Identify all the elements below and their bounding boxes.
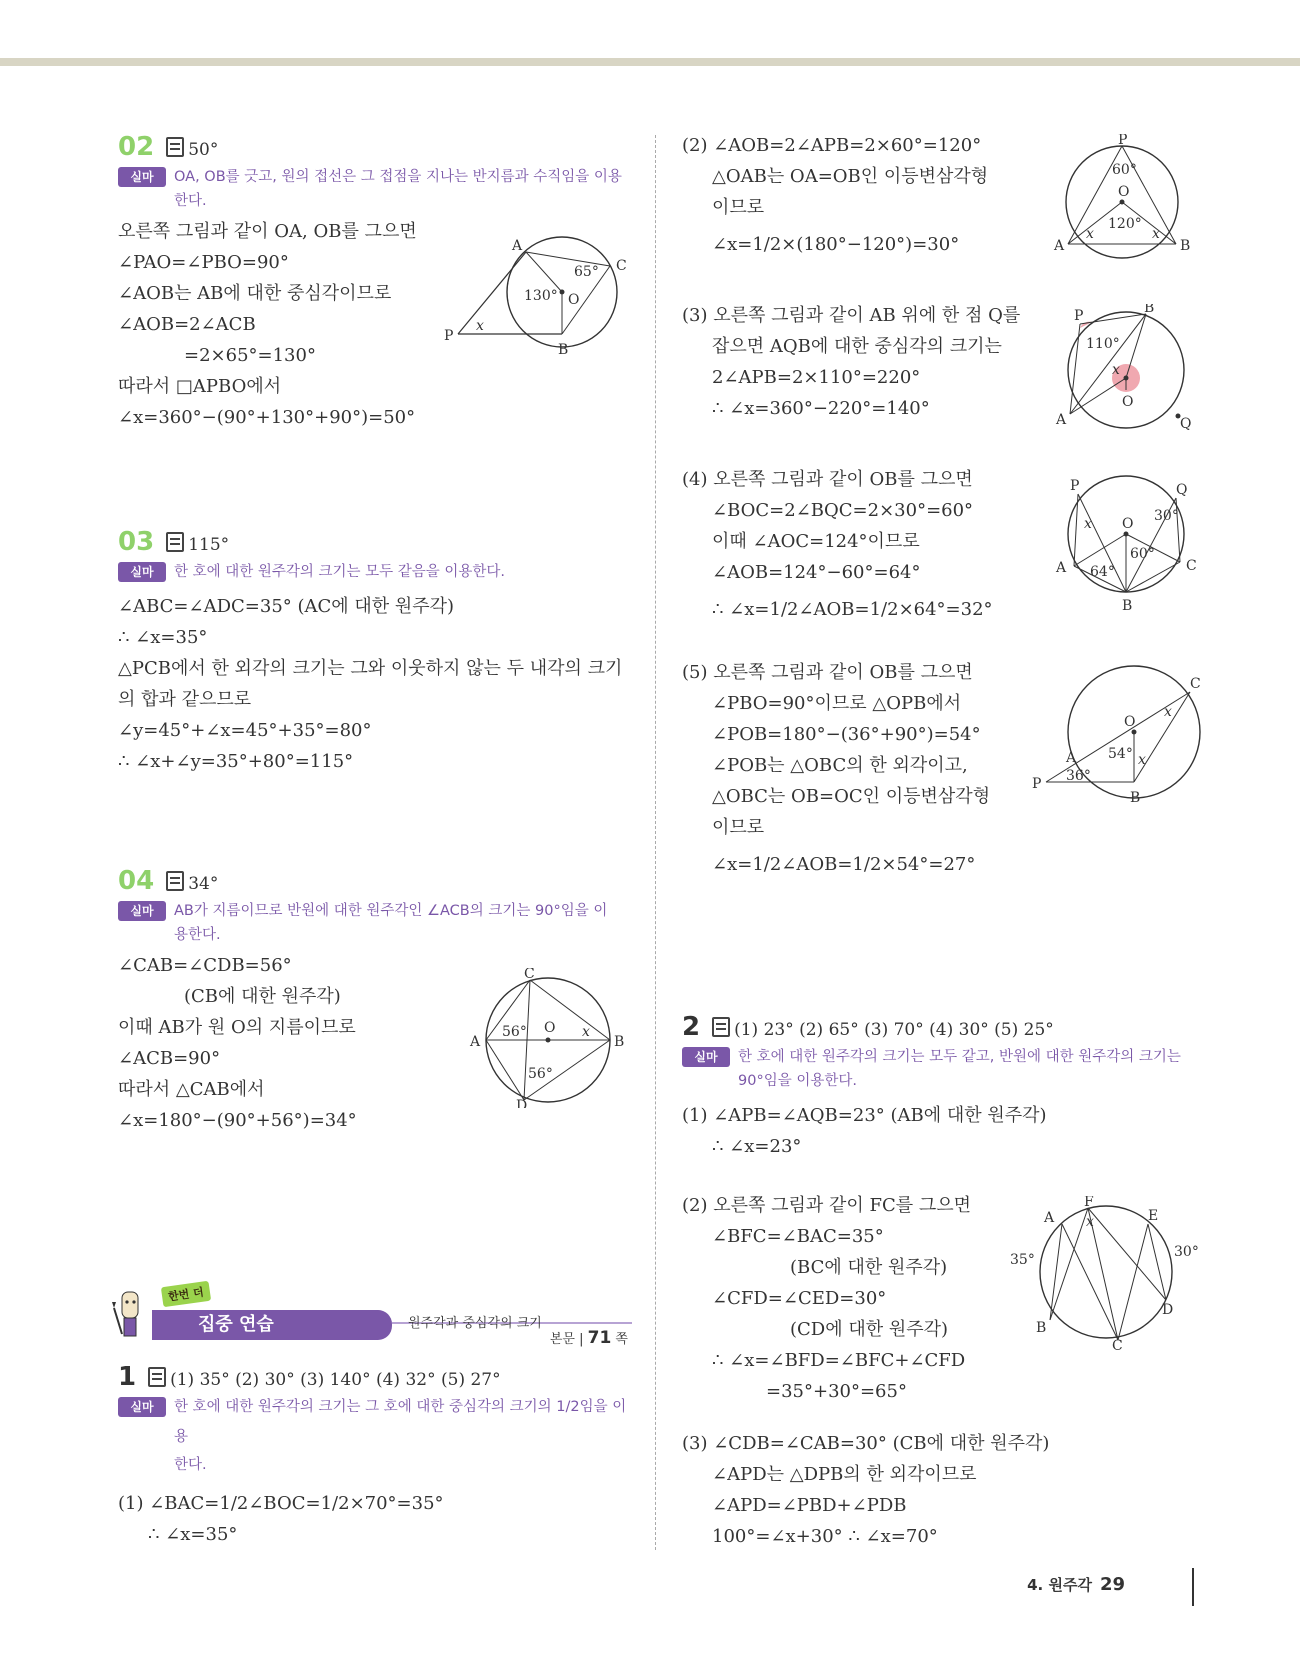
tip-line: 한 호에 대한 원주각의 크기는 그 호에 대한 중심각의 크기의 1/2임을 이용 [174,1399,627,1445]
label-110: 110° [1086,336,1120,352]
text-line: ∠AOB=2∠ACB [118,314,256,335]
text-line: (1) ∠APB=∠AQB=23° (AB에 대한 원주각) [682,1105,1047,1126]
problem-03 [118,527,638,777]
text-line: ∠AOB=124°−60°=64° [712,562,921,583]
text-line: (3) ∠CDB=∠CAB=30° (CB에 대한 원주각) [682,1433,1050,1454]
label-x1: x [1086,226,1094,242]
tip-box [118,162,628,216]
tip-line: AB가 지름이므로 반원에 대한 원주각인 ∠ACB의 크기는 90°임을 이 [174,903,608,919]
text-line: (4) 오른쪽 그림과 같이 OB를 그으면 [682,469,973,490]
label-a: A [1056,412,1067,428]
tip-badge: 실마 [118,901,166,921]
figure-1-5 [1030,664,1210,812]
label-e: E [1148,1208,1159,1224]
text-line: (CB에 대한 원주각) [184,986,341,1007]
problem-number: 04 [118,866,155,896]
label-b: B [1122,598,1133,614]
text-line: ∠CAB=∠CDB=56° [118,955,292,976]
text-line: ∴ ∠x=∠BFD=∠BFC+∠CFD [712,1350,966,1371]
label-x: x [1084,516,1092,532]
text-line: ∠ACB=90° [118,1048,221,1069]
label-p: P [444,328,454,344]
label-30: 30° [1174,1244,1199,1260]
problem-1-part3 [682,300,1042,424]
label-q: Q [1180,416,1192,432]
label-a: A [1056,560,1067,576]
label-p: P [1074,308,1084,324]
banner-subtitle: 원주각과 중심각의 크기 [408,1316,542,1331]
text-line: ∠APD=∠PBD+∠PDB [712,1495,907,1516]
text-line: △OBC는 OB=OC인 이등변삼각형 [712,786,991,807]
tip-badge: 실마 [682,1047,730,1067]
text-line: 100°=∠x+30° ∴ ∠x=70° [712,1526,938,1547]
label-d: D [1162,1302,1174,1318]
label-c: C [1186,558,1197,574]
label-x: x [582,1024,590,1040]
text-line: 따라서 □APBO에서 [118,376,282,397]
text-line: ∠x=1/2∠AOB=1/2×54°=27° [712,854,976,875]
label-54: 54° [1108,746,1133,762]
label-56b: 56° [528,1066,553,1082]
label-o: O [1122,394,1134,410]
problem-1-part4 [682,464,1042,625]
page-footer [1027,1574,1125,1595]
figure-2-2 [1006,1196,1206,1354]
text-line: ∠ABC=∠ADC=35° (AC에 대한 원주각) [118,596,455,617]
tip-box [118,896,638,950]
label-a: A [470,1034,481,1050]
tip-line: 용한다. [174,927,221,943]
answer-icon [166,532,184,552]
text-line: ∠PBO=90°이므로 △OPB에서 [712,693,962,714]
problem-number: 1 [118,1362,137,1392]
answer: 34° [188,874,219,894]
label-a: A [1054,238,1065,254]
problem-2 [682,1012,1202,1162]
label-64: 64° [1090,564,1115,580]
answer-icon [166,137,184,157]
text-line: △OAB는 OA=OB인 이등변삼각형 [712,166,989,187]
tip-line: 한 호에 대한 원주각의 크기는 모두 같고, 반원에 대한 원주각의 크기는 [738,1049,1181,1065]
figure-1-4 [1054,470,1204,618]
label-x: x [1086,1214,1094,1230]
label-b: B [1144,304,1155,316]
text-line: ∠POB는 △OBC의 한 외각이고, [712,755,968,776]
chapter-label: 4. 원주각 [1027,1576,1092,1594]
text-line: ∠APD는 △DPB의 한 외각이므로 [712,1464,977,1485]
tip-line: 90°임을 이용한다. [738,1073,857,1089]
label-b: B [1130,790,1141,806]
text-line: ∠x=180°−(90°+56°)=34° [118,1110,357,1131]
label-x2: x [1152,226,1160,242]
label-30: 30° [1154,508,1179,524]
label-o: O [1124,714,1136,730]
answer-icon [148,1367,166,1387]
figure-02 [440,230,630,364]
problem-2-part3 [682,1428,1202,1552]
text-line: ∠PAO=∠PBO=90° [118,252,289,273]
page-number: 29 [1099,1574,1125,1595]
label-120: 120° [1108,216,1142,232]
label-a: A [1066,750,1077,766]
footer-bar [1192,1568,1194,1606]
text-line: (BC에 대한 원주각) [790,1257,948,1278]
text-line: =2×65°=130° [184,345,316,366]
label-o: O [568,292,580,308]
label-p: P [1070,478,1080,494]
text-line: 2∠APB=2×110°=220° [712,367,921,388]
text-line: 이때 AB가 원 O의 지름이므로 [118,1017,356,1038]
text-line: ∠POB=180°−(36°+90°)=54° [712,724,981,745]
label-x: x [1112,362,1120,378]
label-a: A [512,238,523,254]
label-x2: x [1138,752,1146,768]
figure-1-2 [1050,134,1200,264]
answer-icon [712,1017,730,1037]
problem-2-part2 [682,1190,1042,1407]
label-p: P [1032,776,1042,792]
text-line: 이므로 [712,197,765,218]
label-b: B [1036,1320,1047,1336]
tip-box [118,1392,638,1480]
label-p: P [1118,134,1128,148]
column-divider [655,135,656,1550]
practice-banner [112,1278,632,1348]
tip-box [118,557,638,587]
label-q: Q [1176,482,1188,498]
label-a: A [1044,1210,1055,1226]
text-line: (3) 오른쪽 그림과 같이 AB 위에 한 점 Q를 [682,305,1021,326]
figure-04 [468,968,628,1112]
answer: (1) 23° (2) 65° (3) 70° (4) 30° (5) 25° [734,1020,1054,1040]
problem-1-part2 [682,130,1042,260]
text-line: ∴ ∠x=360°−220°=140° [712,398,930,419]
text-line: 오른쪽 그림과 같이 OA, OB를 그으면 [118,221,417,242]
answer: 115° [188,535,230,555]
answer-icon [166,871,184,891]
text-line: 이때 ∠AOC=124°이므로 [712,531,920,552]
label-36: 36° [1066,768,1091,784]
banner-tag: 한번 더 [161,1281,211,1307]
tip-badge: 실마 [118,167,166,187]
text-line: 이므로 [712,817,765,838]
text-line: ∴ ∠x=35° [118,627,208,648]
label-56a: 56° [502,1024,527,1040]
text-line: ∠x=1/2×(180°−120°)=30° [712,234,960,255]
text-line: ∠y=45°+∠x=45°+35°=80° [118,720,372,741]
tip-line: 한다. [174,193,207,209]
text-line: (2) ∠AOB=2∠APB=2×60°=120° [682,135,982,156]
banner-page-ref: 본문 | 71 쪽 [549,1328,628,1348]
figure-1-3 [1054,304,1204,436]
text-line: (1) ∠BAC=1/2∠BOC=1/2×70°=35° [118,1493,444,1514]
label-b: B [1180,238,1191,254]
text-line: ∠CFD=∠CED=30° [712,1288,887,1309]
pencil-mascot-icon [112,1288,150,1342]
text-line: ∴ ∠x=35° [148,1524,238,1545]
text-line: ∠x=360°−(90°+130°+90°)=50° [118,407,416,428]
label-o: O [544,1020,556,1036]
text-line: 잡으면 AQB에 대한 중심각의 크기는 [712,336,1002,357]
text-line: (5) 오른쪽 그림과 같이 OB를 그으면 [682,662,973,683]
label-b: B [558,342,569,358]
text-line: =35°+30°=65° [766,1381,907,1402]
label-130: 130° [524,288,558,304]
text-line: ∠BFC=∠BAC=35° [712,1226,884,1247]
label-o: O [1122,516,1134,532]
text-line: 따라서 △CAB에서 [118,1079,265,1100]
tip-box [682,1042,1202,1096]
problem-number: 2 [682,1012,701,1042]
tip-line: 한 호에 대한 원주각의 크기는 모두 같음을 이용한다. [174,564,506,580]
label-f: F [1084,1196,1094,1210]
tip-line: 한다. [174,1457,207,1473]
label-35: 35° [1010,1252,1035,1268]
text-line: ∠BOC=2∠BQC=2×30°=60° [712,500,974,521]
tip-badge: 실마 [118,562,166,582]
label-x: x [476,318,484,334]
label-60: 60° [1130,546,1155,562]
text-line: ∴ ∠x=23° [712,1136,802,1157]
label-c: C [616,258,627,274]
text-line: (CD에 대한 원주각) [790,1319,949,1340]
answer: 50° [188,140,219,160]
problem-1 [118,1362,638,1550]
banner-title: 집중 연습 [152,1310,392,1340]
label-x1: x [1164,704,1172,720]
label-65: 65° [574,264,599,280]
text-line: ∴ ∠x+∠y=35°+80°=115° [118,751,354,772]
problem-number: 03 [118,527,155,557]
label-o: O [1118,184,1130,200]
label-d: D [516,1098,528,1108]
problem-number: 02 [118,132,155,162]
label-b: B [614,1034,625,1050]
tip-line: OA, OB를 긋고, 원의 접선은 그 접점을 지나는 반지름과 수직임을 이용 [174,169,622,185]
label-c: C [1112,1338,1123,1350]
problem-1-part5 [682,657,1042,880]
tip-badge: 실마 [118,1397,166,1417]
text-line: ∠AOB는 AB에 대한 중심각이므로 [118,283,392,304]
top-bar [0,58,1300,66]
text-line: (2) 오른쪽 그림과 같이 FC를 그으면 [682,1195,972,1216]
label-60: 60° [1112,162,1137,178]
text-line: ∴ ∠x=1/2∠AOB=1/2×64°=32° [712,599,993,620]
answer: (1) 35° (2) 30° (3) 140° (4) 32° (5) 27° [170,1370,501,1390]
text-line: △PCB에서 한 외각의 크기는 그와 이웃하지 않는 두 내각의 크기 [118,658,623,679]
text-line: 의 합과 같으므로 [118,689,252,710]
label-c: C [524,968,535,982]
label-c: C [1190,676,1201,692]
